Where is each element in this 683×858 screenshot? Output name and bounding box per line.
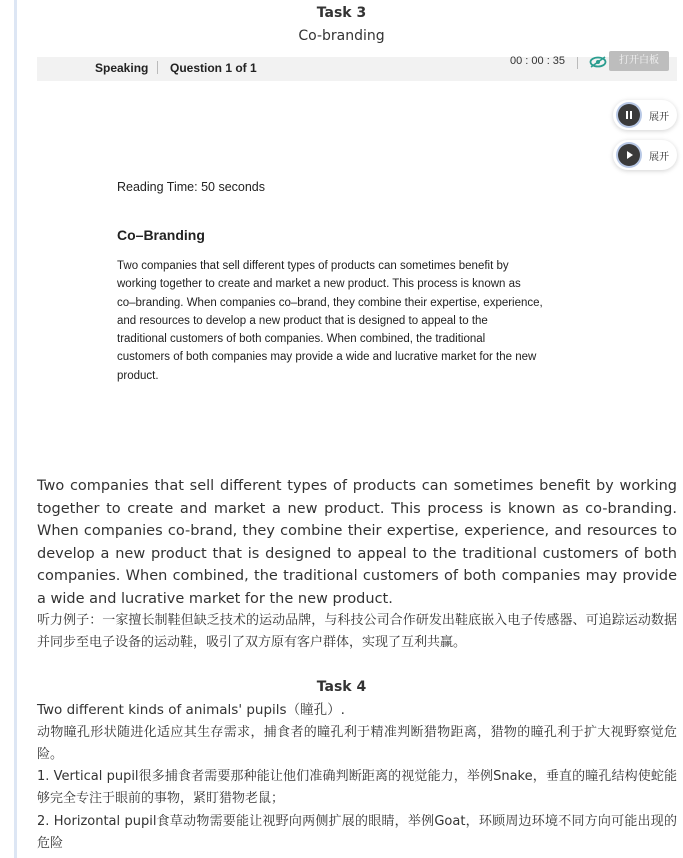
open-whiteboard-button[interactable]: 打开白板 (609, 51, 669, 71)
toolbar-divider (157, 61, 158, 74)
task3-subtitle: Co-branding (298, 28, 385, 44)
task4-description: 动物瞳孔形状随进化适应其生存需求，捕食者的瞳孔利于精准判断猎物距离，猎物的瞳孔利于扩大视野察觉危险。 (37, 725, 677, 762)
pause-control[interactable] (613, 100, 677, 130)
passage-heading: Co–Branding (117, 227, 205, 243)
section-label: Speaking (95, 61, 149, 75)
timer: 00 : 00 : 35 (510, 55, 566, 67)
play-icon[interactable] (618, 144, 640, 166)
question-counter: Question 1 of 1 (170, 61, 257, 75)
passage-line: co–branding. When companies co–brand, they combine their expertise, experience, (117, 296, 543, 309)
passage-body (117, 257, 597, 385)
listening-example: 听力例子：一家擅长制鞋但缺乏技术的运动品牌，与科技公司合作研发出鞋底嵌入电子传感器、可追踪运动数据并同步至电子设备的运动鞋，吸引了双方原有客户群体，实现了互利共赢。 (37, 613, 677, 650)
passage-text: Two companies that sell different types of products can sometimes benefit by working together to create and market a new product. This process is known as co-branding. When companies co-brand, they combine their expertise, experience, and resources to develop a new product that is designed to appeal to the traditional customers of both companies. When combined, the traditional customers of both companies may provide a wide and lucrative market for the new product. (37, 478, 677, 607)
passage-line: traditional customers of both companies. When combined, the traditional (117, 333, 486, 346)
passage-line: Two companies that sell different types of products can sometimes benefit by (117, 260, 509, 272)
task4-point-1: 1. Vertical pupil很多捕食者需要那种能让他们准确判断距离的视觉能力，举例Snake，垂直的瞳孔结构使蛇能够完全专注于眼前的事物，紧盯猎物老鼠； (37, 769, 677, 806)
expand-label: 展开 (649, 112, 669, 123)
task4-title: Task 4 (316, 679, 367, 695)
hide-eye-icon[interactable] (589, 56, 607, 68)
passage-line: and resources to develop a new product that is designed to appeal to the (117, 314, 488, 327)
expand-label: 展开 (649, 152, 669, 163)
task3-title: Task 3 (316, 5, 367, 21)
task4-intro: Two different kinds of animals' pupils（瞳孔）. (37, 702, 345, 718)
passage-line: working together to create and market a new product. This process is known as (117, 278, 521, 291)
passage-line: customers of both companies may provide a wide and lucrative market for the new (117, 351, 537, 364)
passage-line: product. (117, 369, 159, 382)
timer-divider (577, 57, 578, 69)
task4-point-2: 2. Horizontal pupil食草动物需要能让视野向两侧扩展的眼睛，举例Goat，环顾周边环境不同方向可能出现的危险 (37, 814, 677, 851)
play-control[interactable] (613, 140, 677, 170)
reading-time: Reading Time: 50 seconds (117, 180, 266, 194)
left-border (14, 0, 17, 858)
embedded-screenshot (37, 57, 677, 467)
pause-icon[interactable] (618, 104, 640, 126)
exam-toolbar (37, 57, 677, 81)
